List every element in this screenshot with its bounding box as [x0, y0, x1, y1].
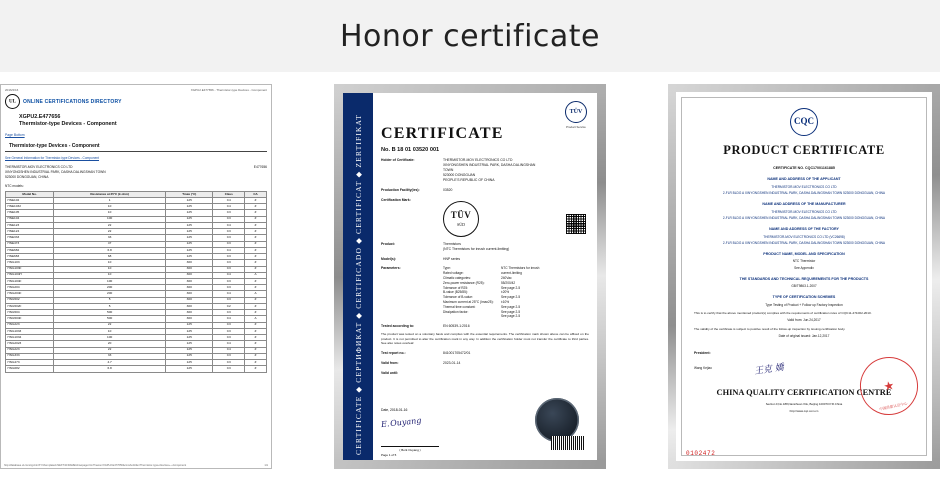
tuv-mark-bottom: SÜD — [456, 222, 465, 228]
ul-table-note: NTC models: — [5, 183, 24, 188]
tuv-holder-addr1: XINYONGSHEN INDUSTRIAL PARK, DASHA DALINGSHAN — [443, 162, 536, 167]
tuv-side-banner — [343, 93, 373, 460]
cqc-title: PRODUCT CERTIFICATE — [723, 143, 885, 157]
ul-model-table — [5, 191, 267, 373]
table-cell: 10 — [54, 328, 166, 334]
cqc-document — [668, 84, 940, 469]
cqc-body-1: This is to certify that the above mentioned product(s) complies with the requirements of certification rules of CQC11-471002-2010. — [694, 311, 872, 316]
table-cell: 10 — [54, 266, 166, 272]
table-cell: C3 — [213, 353, 245, 359]
tuv-tested-row — [381, 324, 589, 329]
table-cell: 125 — [166, 216, 213, 222]
table-cell: # — [245, 222, 267, 228]
table-cell: # — [245, 335, 267, 341]
col-tmax: Tmax (°C) — [166, 191, 213, 197]
table-cell: # — [245, 360, 267, 366]
table-cell: 500 — [54, 316, 166, 322]
table-cell: 125 — [166, 353, 213, 359]
table-cell: C3 — [213, 210, 245, 216]
table-cell: HNG103 — [6, 260, 54, 266]
table-cell: 125 — [166, 210, 213, 216]
cqc-scheme-heading: TYPE OF CERTIFICATION SCHEMES — [772, 295, 836, 300]
ul-browser-topbar — [1, 85, 271, 93]
tuv-facility-label: Production Facility(ies): — [381, 187, 420, 192]
star-icon: ★ — [882, 378, 896, 394]
table-cell: # — [245, 229, 267, 235]
table-cell: C3 — [213, 285, 245, 291]
table-cell: C3 — [213, 235, 245, 241]
table-cell: HNG682 — [6, 366, 54, 372]
tuv-holder-addr4: PEOPLE'S REPUBLIC OF CHINA — [443, 177, 495, 182]
table-cell: # — [245, 366, 267, 372]
certificate-ul[interactable] — [0, 84, 272, 469]
table-cell: HNE1032 — [6, 204, 54, 210]
param-key: Thermal time constant: — [443, 304, 476, 309]
tuv-product-row — [381, 242, 589, 252]
cqc-product-spec: See Appendix — [794, 266, 814, 271]
qr-code-icon — [565, 213, 587, 235]
certificate-gallery — [0, 72, 940, 469]
table-cell: HNG473 — [6, 360, 54, 366]
tuv-document — [334, 84, 606, 469]
table-cell: 300 — [166, 278, 213, 284]
table-cell: C4 — [213, 341, 245, 347]
tuv-model-label: Model(s): — [381, 256, 397, 261]
param-key: Type: — [443, 266, 451, 271]
tuv-süd-mark-icon — [443, 201, 479, 237]
ul-directory-label: ONLINE CERTIFICATIONS DIRECTORY — [23, 98, 122, 105]
table-cell: A — [245, 316, 267, 322]
tuv-body-text: The product was tested on a voluntary basis and complies with the essential requirements. The certification mark shown above can be affixed on the product. It is not permitted to alter the certification mark in any way. In addition the certification holder must not transfer the certificate to third parties. See also notes overleaf. — [381, 332, 589, 346]
ul-general-info-link[interactable]: See General Information for Thermistor-type Devices - Component — [5, 156, 100, 160]
param-value: 55/200/42 — [501, 280, 516, 285]
param-value: NTC Thermistors for inrush current-limiting — [501, 266, 540, 276]
tuv-cert-number-label: No. — [381, 147, 391, 153]
cqc-president-name: Wang Kejiao — [694, 365, 712, 370]
cqc-factory-address: 2-FLR BLDG A XINYONGSHEN INDUSTRIAL PARK, DASHA DALINGSHAN TOWN 523000 DONGGUAN, CHINA — [722, 241, 886, 246]
table-cell: C3 — [213, 241, 245, 247]
table-cell: HNE124 — [6, 229, 54, 235]
table-cell: 33 — [54, 235, 166, 241]
table-cell: 6.8 — [54, 366, 166, 372]
table-cell: C4 — [213, 222, 245, 228]
cqc-product-name: NTC Thermistor — [792, 259, 816, 264]
param-value: See page 2-5 — [501, 309, 521, 314]
table-cell: 5 — [54, 303, 166, 309]
tuv-validfrom-row — [381, 361, 589, 366]
cqc-applicant-heading: NAME AND ADDRESS OF THE APPLICANT — [767, 177, 841, 182]
cqc-center-name: CHINA QUALITY CERTIFICATION CENTRE — [716, 387, 892, 397]
tuv-holder-addr3: 523000 DONGGUAN — [443, 172, 476, 177]
tuv-model-row — [381, 257, 589, 262]
table-cell: HNE333 — [6, 235, 54, 241]
table-cell: 10 — [54, 210, 166, 216]
table-cell: # — [245, 297, 267, 303]
tuv-params-table — [443, 266, 549, 319]
table-cell: HNG1034 — [6, 335, 54, 341]
table-cell: # — [245, 235, 267, 241]
table-cell: HNG104H — [6, 272, 54, 278]
tuv-params-row — [381, 266, 589, 319]
table-cell: # — [245, 310, 267, 316]
ul-footer-url: http://database.ul.com/cgi-bin/XYV/template/LISEXT/1FRAME/showpage.html?name=XGPU2.E477656&ccnshorttitle=Thermistor-type+Devices+-+Component — [4, 464, 187, 467]
cqc-factory-heading: NAME AND ADDRESS OF THE FACTORY — [769, 227, 839, 232]
table-cell: 200 — [54, 285, 166, 291]
tuv-cert-number — [381, 147, 589, 153]
cqc-manufacturer-address: 2-FLR BLDG A XINYONGSHEN INDUSTRIAL PARK, DASHA DALINGSHAN TOWN 523000 DONGGUAN, CHINA — [722, 216, 886, 221]
tuv-validfrom-label: Valid from: — [381, 361, 399, 365]
col-ca: CA — [245, 191, 267, 197]
tuv-holder-label: Holder of Certificate: — [381, 158, 415, 162]
tuv-holder-row — [381, 158, 589, 183]
param-value: See page 2-5 — [501, 304, 521, 309]
tuv-validfrom-value: 2023-01-14 — [443, 361, 461, 365]
tuv-validuntil-row — [381, 371, 589, 376]
param-value: ±10% — [501, 300, 510, 305]
ul-logo-row — [1, 93, 271, 109]
table-cell: HNG223 — [6, 322, 54, 328]
param-key: Climatic categories: — [443, 276, 471, 281]
table-cell: 125 — [166, 241, 213, 247]
table-cell: HNG204F — [6, 291, 54, 297]
cqc-serial-number: 0102472 — [686, 450, 716, 457]
table-cell: HNE102 — [6, 197, 54, 203]
ul-section-heading: Thermistor-type Devices - Component — [5, 137, 267, 152]
cqc-manufacturer-heading: NAME AND ADDRESS OF THE MANUFACTURER — [762, 202, 846, 207]
certificate-cqc[interactable] — [668, 84, 940, 469]
tuv-report-value: 841001705472/01 — [443, 351, 471, 356]
table-cell: 125 — [166, 197, 213, 203]
table-cell: C3 — [213, 278, 245, 284]
tuv-params-keys — [443, 266, 495, 319]
table-cell: C3 — [213, 254, 245, 260]
tuv-signer-name: ( Bork Ouyang ) — [381, 446, 439, 452]
param-value: See page 2-5 — [501, 314, 521, 319]
table-cell: C4 — [213, 204, 245, 210]
table-cell: HNG103F — [6, 266, 54, 272]
table-cell: C3 — [213, 328, 245, 334]
table-cell: C3 — [213, 335, 245, 341]
table-cell: # — [245, 247, 267, 253]
table-cell: # — [245, 216, 267, 222]
table-cell: # — [245, 266, 267, 272]
table-cell: # — [245, 204, 267, 210]
table-cell: HNE104 — [6, 216, 54, 222]
cqc-body-3: The validity of the certificate is subject to positive result of the follow-up inspection by issuing certification body. — [694, 327, 846, 332]
table-cell: 125 — [166, 235, 213, 241]
table-cell: 100 — [54, 278, 166, 284]
table-cell: HNG104F — [6, 278, 54, 284]
table-cell: HNE683 — [6, 254, 54, 260]
cqc-center-address: Section F,No.188,Nansihuan Xilu, Beijing 100070 P.R.China — [765, 402, 843, 407]
ul-document — [0, 84, 272, 469]
cqc-standards-heading: THE STANDARDS AND TECHNICAL REQUIREMENTS FOR THE PRODUCTS — [739, 277, 869, 282]
tuv-side-languages: CERTIFICATE ◆ CEPTИФИКАТ ◆ CERTIFICADO ◆ CERTIFICAT ◆ ZERTIFIKAT — [354, 114, 363, 455]
table-cell: # — [245, 278, 267, 284]
barcode-icon — [551, 436, 585, 450]
table-cell: 125 — [166, 328, 213, 334]
table-cell: 10 — [54, 272, 166, 278]
table-cell: 125 — [166, 335, 213, 341]
tuv-date-line: Date, 2018-01-16 — [381, 408, 408, 412]
table-cell: # — [245, 328, 267, 334]
table-cell: # — [245, 353, 267, 359]
param-key: Dissipation factor: — [443, 309, 469, 314]
table-cell: # — [245, 341, 267, 347]
table-cell: C3 — [213, 266, 245, 272]
table-cell: # — [245, 260, 267, 266]
ul-file-number: E477656 — [253, 165, 267, 169]
tuv-tested-label: Tested according to: — [381, 324, 415, 329]
tuv-holder-name: THERMISTOR-MOV ELECTRONICS CO LTD — [443, 158, 513, 162]
ul-footer — [1, 464, 271, 467]
ul-page-bottom-link[interactable]: Page Bottom — [5, 133, 25, 137]
table-cell: 300 — [166, 291, 213, 297]
table-cell: A — [245, 291, 267, 297]
ul-address-line2: 523000 DONGGUAN, CHINA — [5, 174, 49, 179]
table-cell: # — [245, 303, 267, 309]
ul-address-line1: XINYONGSHEN INDUSTRIAL PARK, DASHA DALINGSHAN TOWN — [5, 169, 106, 174]
table-cell: 10 — [54, 204, 166, 210]
table-cell: C4 — [213, 197, 245, 203]
param-value: See page 2-5 — [501, 285, 521, 290]
tuv-params-label: Parameters: — [381, 266, 401, 271]
table-cell: C3 — [213, 260, 245, 266]
param-value: See page 2-5 — [501, 295, 521, 300]
table-cell: C4 — [213, 247, 245, 253]
table-cell: HNG204 — [6, 285, 54, 291]
cqc-original-issue-date: Date of original issued: Jan.12,2017 — [778, 333, 830, 338]
table-cell: 125 — [166, 366, 213, 372]
ul-footer-page: 1/1 — [264, 464, 268, 467]
table-cell: C4 — [213, 291, 245, 297]
cqc-scheme-value: Type Testing of Product + Follow up Factory Inspection — [765, 302, 843, 307]
param-key: Tolerance of R25: — [443, 285, 468, 290]
table-cell: C3 — [213, 366, 245, 372]
param-key: Zero-power resistance (R25): — [443, 280, 485, 285]
table-cell: HNG333 — [6, 353, 54, 359]
table-cell: HNG223 — [6, 347, 54, 353]
table-cell: HNG504F — [6, 316, 54, 322]
tuv-logo-icon: TÜV — [565, 101, 587, 123]
table-cell: 300 — [166, 260, 213, 266]
table-cell: 47 — [54, 241, 166, 247]
table-cell: C2 — [213, 303, 245, 309]
table-cell: 125 — [166, 341, 213, 347]
tuv-holder-value — [443, 158, 535, 183]
tuv-tested-value: EN 60539-1:2016 — [443, 324, 470, 329]
param-key: Tolerance of B-value: — [443, 295, 473, 300]
tuv-mark-label: Certification Mark: — [381, 197, 411, 202]
table-cell: 300 — [166, 303, 213, 309]
cqc-applicant-address: 2-FLR BLDG A XINYONGSHEN INDUSTRIAL PARK, DASHA DALINGSHAN TOWN 523000 DONGGUAN, CHINA — [722, 191, 886, 196]
tuv-product-sub: (NTC Thermistors for inrush current-limiting) — [443, 246, 510, 251]
table-cell: 300 — [166, 285, 213, 291]
col-class: Class — [213, 191, 245, 197]
cqc-manufacturer-name: THERMISTOR-MOV ELECTRONICS CO LTD — [771, 209, 837, 214]
table-cell: # — [245, 241, 267, 247]
param-key: Rated voltage: — [443, 271, 464, 276]
tuv-params-values — [501, 266, 549, 319]
table-cell: 5 — [54, 297, 166, 303]
table-cell: HNE123 — [6, 222, 54, 228]
page-title: Honor certificate — [339, 18, 601, 54]
ul-heading: Thermistor-type Devices - Component — [19, 121, 117, 127]
table-cell: 22 — [54, 222, 166, 228]
table-cell: C3 — [213, 229, 245, 235]
table-cell: 22 — [54, 322, 166, 328]
tuv-holder-addr2: TOWN — [443, 167, 454, 172]
table-cell: 100 — [54, 335, 166, 341]
col-model: Model No. — [6, 191, 54, 197]
cqc-factory-name: THERMISTOR-MOV ELECTRONICS CO LTD (VC26698) — [763, 234, 845, 239]
table-cell: HNG502F — [6, 303, 54, 309]
param-key: B-value (B25/85): — [443, 290, 468, 295]
ul-company-block — [1, 160, 271, 180]
table-cell: 6.8 — [54, 247, 166, 253]
table-cell: # — [245, 210, 267, 216]
table-cell: # — [245, 254, 267, 260]
cqc-standard-value: GB/T9863.1-2007 — [791, 284, 817, 289]
table-cell: 125 — [166, 229, 213, 235]
ul-logo-icon — [5, 94, 20, 109]
table-cell: HNG504 — [6, 310, 54, 316]
table-cell: HNG2023 — [6, 341, 54, 347]
table-cell: 300 — [166, 266, 213, 272]
table-cell: 100 — [54, 216, 166, 222]
tuv-page-number: Page 1 of 5 — [381, 453, 397, 457]
cqc-seal-text: 中国质量认证中心 — [878, 401, 908, 412]
table-cell: C3 — [213, 216, 245, 222]
tuv-facility-row — [381, 188, 589, 193]
table-cell: 500 — [54, 310, 166, 316]
table-cell: 300 — [166, 310, 213, 316]
col-resistance: Resistance at 25°C (k ohm) — [54, 191, 166, 197]
table-cell: # — [245, 322, 267, 328]
table-cell: 125 — [166, 322, 213, 328]
cqc-product-heading: PRODUCT NAME, MODEL AND SPECIFICATION — [763, 252, 845, 257]
cqc-valid-from: Valid from: Jun.24,2017 — [787, 318, 821, 323]
param-value: ±20% — [501, 290, 510, 295]
cqc-center-url: http://www.cqc.com.cn — [789, 409, 819, 414]
table-cell: A — [245, 272, 267, 278]
tuv-title: CERTIFICATE — [381, 125, 504, 142]
table-cell: C3 — [213, 360, 245, 366]
tuv-logo-caption: Product Service — [566, 125, 586, 129]
table-cell: 300 — [166, 316, 213, 322]
ul-company-name: THERMISTOR-MOV ELECTRONICS CO LTD — [5, 165, 73, 169]
ul-topbar-date: 2016/2/16 — [5, 88, 19, 92]
table-cell: 4.7 — [54, 360, 166, 366]
param-value: 240Vac — [501, 276, 512, 281]
ul-code: XGPU2.E477656 — [19, 114, 61, 120]
tuv-signature-icon: E. Ouyang — [380, 415, 422, 430]
tuv-validuntil-label: Valid until: — [381, 370, 399, 375]
table-cell: C4 — [213, 272, 245, 278]
ul-topbar-title: XGPU2.E477656 - Thermistor-type Devices - Component — [190, 88, 267, 92]
certificate-tuv[interactable] — [334, 84, 606, 469]
table-cell: 125 — [166, 204, 213, 210]
table-cell: 200 — [54, 291, 166, 297]
table-cell: C3 — [213, 322, 245, 328]
cqc-signature-icon: 王克 嬌 — [753, 362, 785, 378]
table-cell: HNG502 — [6, 297, 54, 303]
table-cell: 68 — [54, 254, 166, 260]
table-cell: # — [245, 347, 267, 353]
table-cell: 125 — [166, 222, 213, 228]
tuv-mark-top: TÜV — [450, 210, 472, 221]
tuv-cert-number-value: B 18 01 03520 001 — [391, 147, 440, 153]
tuv-report-row — [381, 351, 589, 356]
table-cell: HNE682 — [6, 247, 54, 253]
tuv-report-label: Test report no.: — [381, 351, 406, 356]
table-cell: C4 — [213, 316, 245, 322]
table-cell: C3 — [213, 310, 245, 316]
cqc-applicant-name: THERMISTOR-MOV ELECTRONICS CO LTD — [771, 184, 837, 189]
table-cell: 300 — [166, 297, 213, 303]
table-cell: HNE105 — [6, 210, 54, 216]
tuv-logo — [565, 101, 587, 129]
table-cell: 300 — [166, 272, 213, 278]
tuv-facility-value: 03520 — [443, 187, 453, 192]
tuv-model-value: HNP series — [443, 256, 461, 261]
cqc-president-label: President: — [694, 350, 711, 355]
table-cell: 1 — [54, 197, 166, 203]
table-cell: # — [245, 197, 267, 203]
table-cell: C3 — [213, 297, 245, 303]
table-cell: 20 — [54, 341, 166, 347]
table-cell: 22 — [54, 229, 166, 235]
table-cell: HNE473 — [6, 241, 54, 247]
table-cell: # — [245, 285, 267, 291]
tuv-product-value: Thermistors — [443, 241, 461, 246]
table-cell: HNG1033 — [6, 328, 54, 334]
table-cell: 125 — [166, 247, 213, 253]
tuv-mark-row — [381, 198, 589, 237]
table-cell: 10 — [54, 260, 166, 266]
cqc-cert-number: CERTIFICATE NO. CQC17001161885 — [773, 165, 835, 170]
table-cell: 125 — [166, 360, 213, 366]
table-cell: 125 — [166, 347, 213, 353]
tuv-product-label: Product: — [381, 241, 395, 246]
page-header — [0, 0, 940, 72]
table-cell: 125 — [166, 254, 213, 260]
table-cell: C4 — [213, 347, 245, 353]
cqc-logo-icon: CQC — [790, 108, 818, 136]
param-key: Maximum current at 25°C (Imax25): — [443, 300, 494, 305]
table-row — [6, 366, 267, 372]
table-cell: 33 — [54, 353, 166, 359]
table-cell: 22 — [54, 347, 166, 353]
